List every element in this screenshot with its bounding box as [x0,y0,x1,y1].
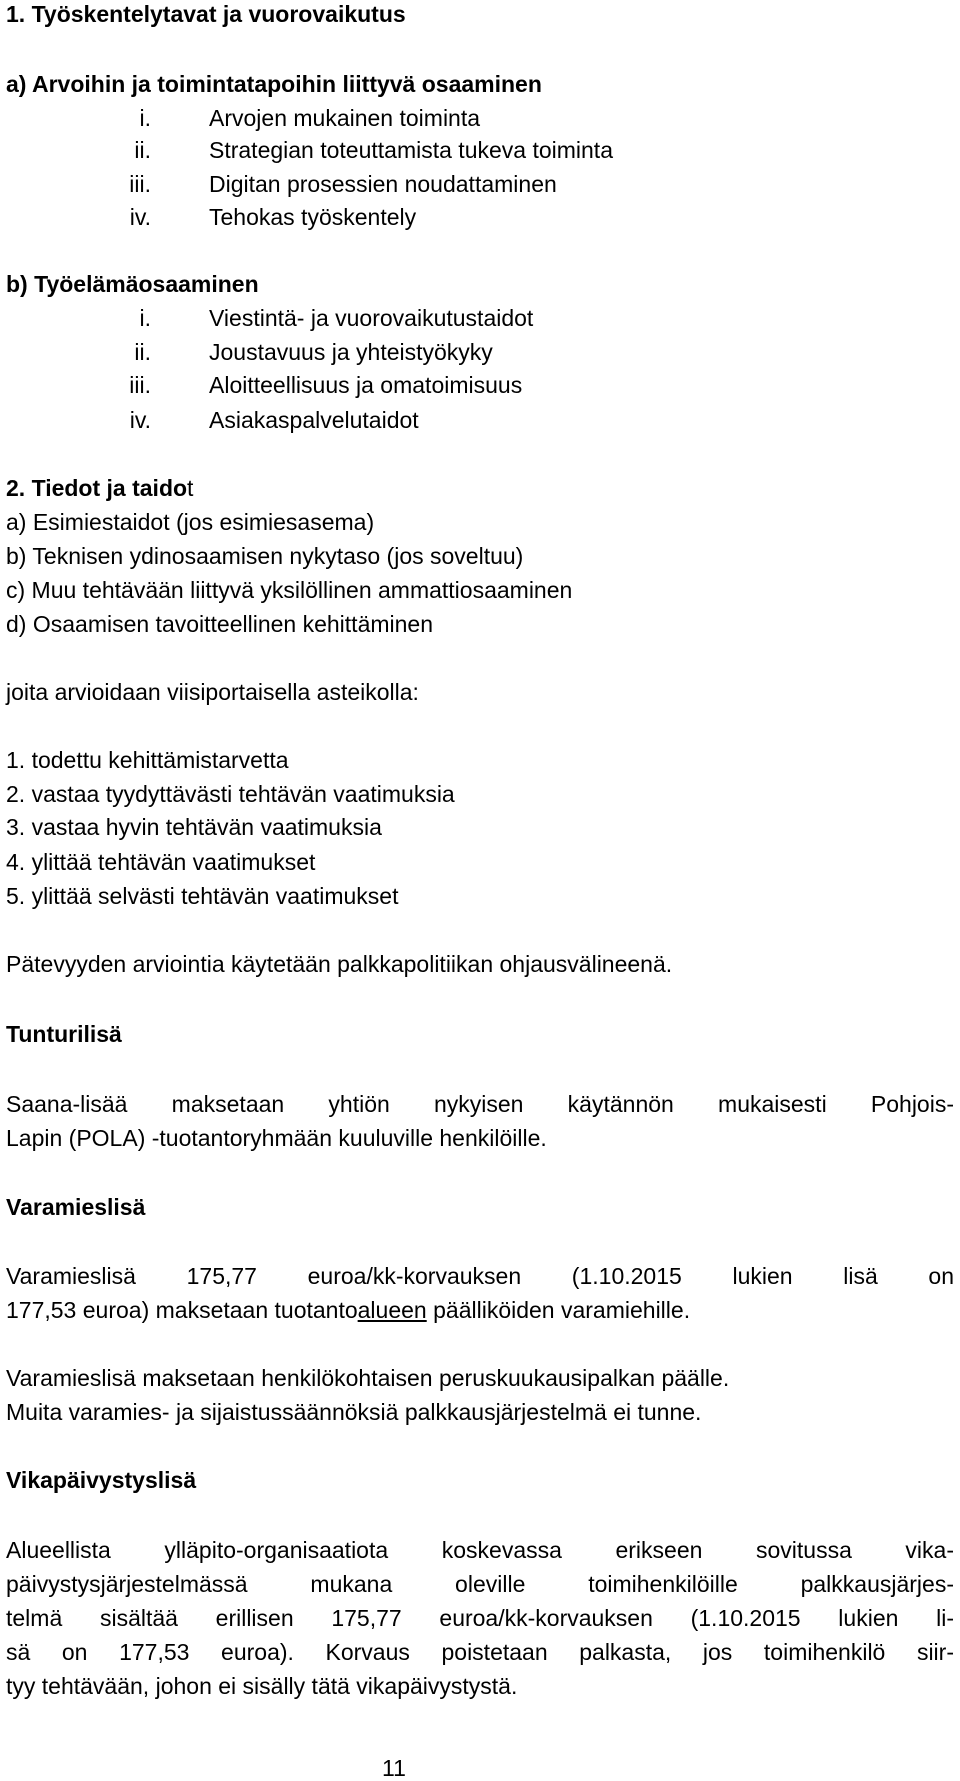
section-2-title-bold: 2. Tiedot ja taido [6,475,188,501]
varamieslisa-heading: Varamieslisä [6,1194,146,1220]
list-item: Strategian toteuttamista tukeva toiminta [209,137,613,163]
scale-item: 1. todettu kehittämistarvetta [6,747,289,773]
list-item-number: ii. [134,339,151,365]
scale-item: 3. vastaa hyvin tehtävän vaatimuksia [6,814,382,840]
list-item: Arvojen mukainen toiminta [209,105,481,131]
list-item: b) Teknisen ydinosaamisen nykytaso (jos soveltuu) [6,543,524,569]
assessment-note: Pätevyyden arviointia käytetään palkkapolitiikan ohjausvälineenä. [6,951,673,977]
page-number: 11 [382,1755,406,1781]
tunturilisa-heading: Tunturilisä [6,1021,122,1047]
list-item-number: iii. [129,372,151,398]
vikapaivystyslisa-text-line: tyy tehtävään, johon ei sisälly tätä vikapäivystystä. [6,1673,518,1699]
list-item: Digitan prosessien noudattaminen [209,171,557,197]
list-item: a) Esimiestaidot (jos esimiesasema) [6,509,375,535]
underlined-text: alueen [357,1297,427,1323]
varamieslisa-text-line [6,1296,690,1324]
varamieslisa-text-line: Varamieslisä 175,77 euroa/kk-korvauksen (1.10.2015 lukien lisä on [6,1263,954,1289]
section-1-title: 1. Työskentelytavat ja vuorovaikutus [6,1,406,27]
list-item: Joustavuus ja yhteistyökyky [209,339,493,365]
list-item: Asiakaspalvelutaidot [209,407,419,433]
scale-item: 4. ylittää tehtävän vaatimukset [6,849,316,875]
varamieslisa-text-line: Varamieslisä maksetaan henkilökohtaisen peruskuukausipalkan päälle. [6,1365,730,1391]
vikapaivystyslisa-text-line: telmä sisältää erillisen 175,77 euroa/kk-korvauksen (1.10.2015 lukien li- [6,1605,954,1631]
section-1a-heading: a) Arvoihin ja toimintatapoihin liittyvä osaaminen [6,71,542,97]
scale-item: 2. vastaa tyydyttävästi tehtävän vaatimuksia [6,781,455,807]
list-item-number: ii. [134,137,151,163]
list-item-number: iv. [129,204,151,230]
scale-intro: joita arvioidaan viisiportaisella asteikolla: [6,679,419,705]
tunturilisa-text-line: Saana-lisää maksetaan yhtiön nykyisen käytännön mukaisesti Pohjois- [6,1091,954,1117]
list-item-number: i. [139,305,151,331]
list-item: d) Osaamisen tavoitteellinen kehittäminen [6,611,434,637]
list-item: Tehokas työskentely [209,204,417,230]
vikapaivystyslisa-text-line: sä on 177,53 euroa). Korvaus poistetaan palkasta, jos toimihenkilö siir- [6,1639,954,1665]
vikapaivystyslisa-text-line: päivystysjärjestelmässä mukana oleville toimihenkilöille palkkausjärjes- [6,1571,954,1597]
list-item: Aloitteellisuus ja omatoimisuus [209,372,523,398]
list-item-number: iv. [129,407,151,433]
list-item-number: iii. [129,171,151,197]
vikapaivystyslisa-text-line: Alueellista ylläpito-organisaatiota koskevassa erikseen sovitussa vika- [6,1537,954,1563]
section-1b-heading: b) Työelämäosaaminen [6,271,259,297]
list-item: c) Muu tehtävään liittyvä yksilöllinen ammattiosaaminen [6,577,573,603]
section-2-title [6,474,193,502]
tunturilisa-text-line: Lapin (POLA) -tuotantoryhmään kuuluville henkilöille. [6,1125,547,1151]
vikapaivystyslisa-heading: Vikapäivystyslisä [6,1467,197,1493]
section-2-title-rest: t [187,475,194,501]
scale-item: 5. ylittää selvästi tehtävän vaatimukset [6,883,399,909]
list-item: Viestintä- ja vuorovaikutustaidot [209,305,534,331]
text-run: 177,53 euroa) maksetaan tuotanto [6,1297,358,1323]
list-item-number: i. [139,105,151,131]
varamieslisa-text-line: Muita varamies- ja sijaistussäännöksiä palkkausjärjestelmä ei tunne. [6,1399,702,1425]
text-run: päälliköiden varamiehille. [426,1297,691,1323]
